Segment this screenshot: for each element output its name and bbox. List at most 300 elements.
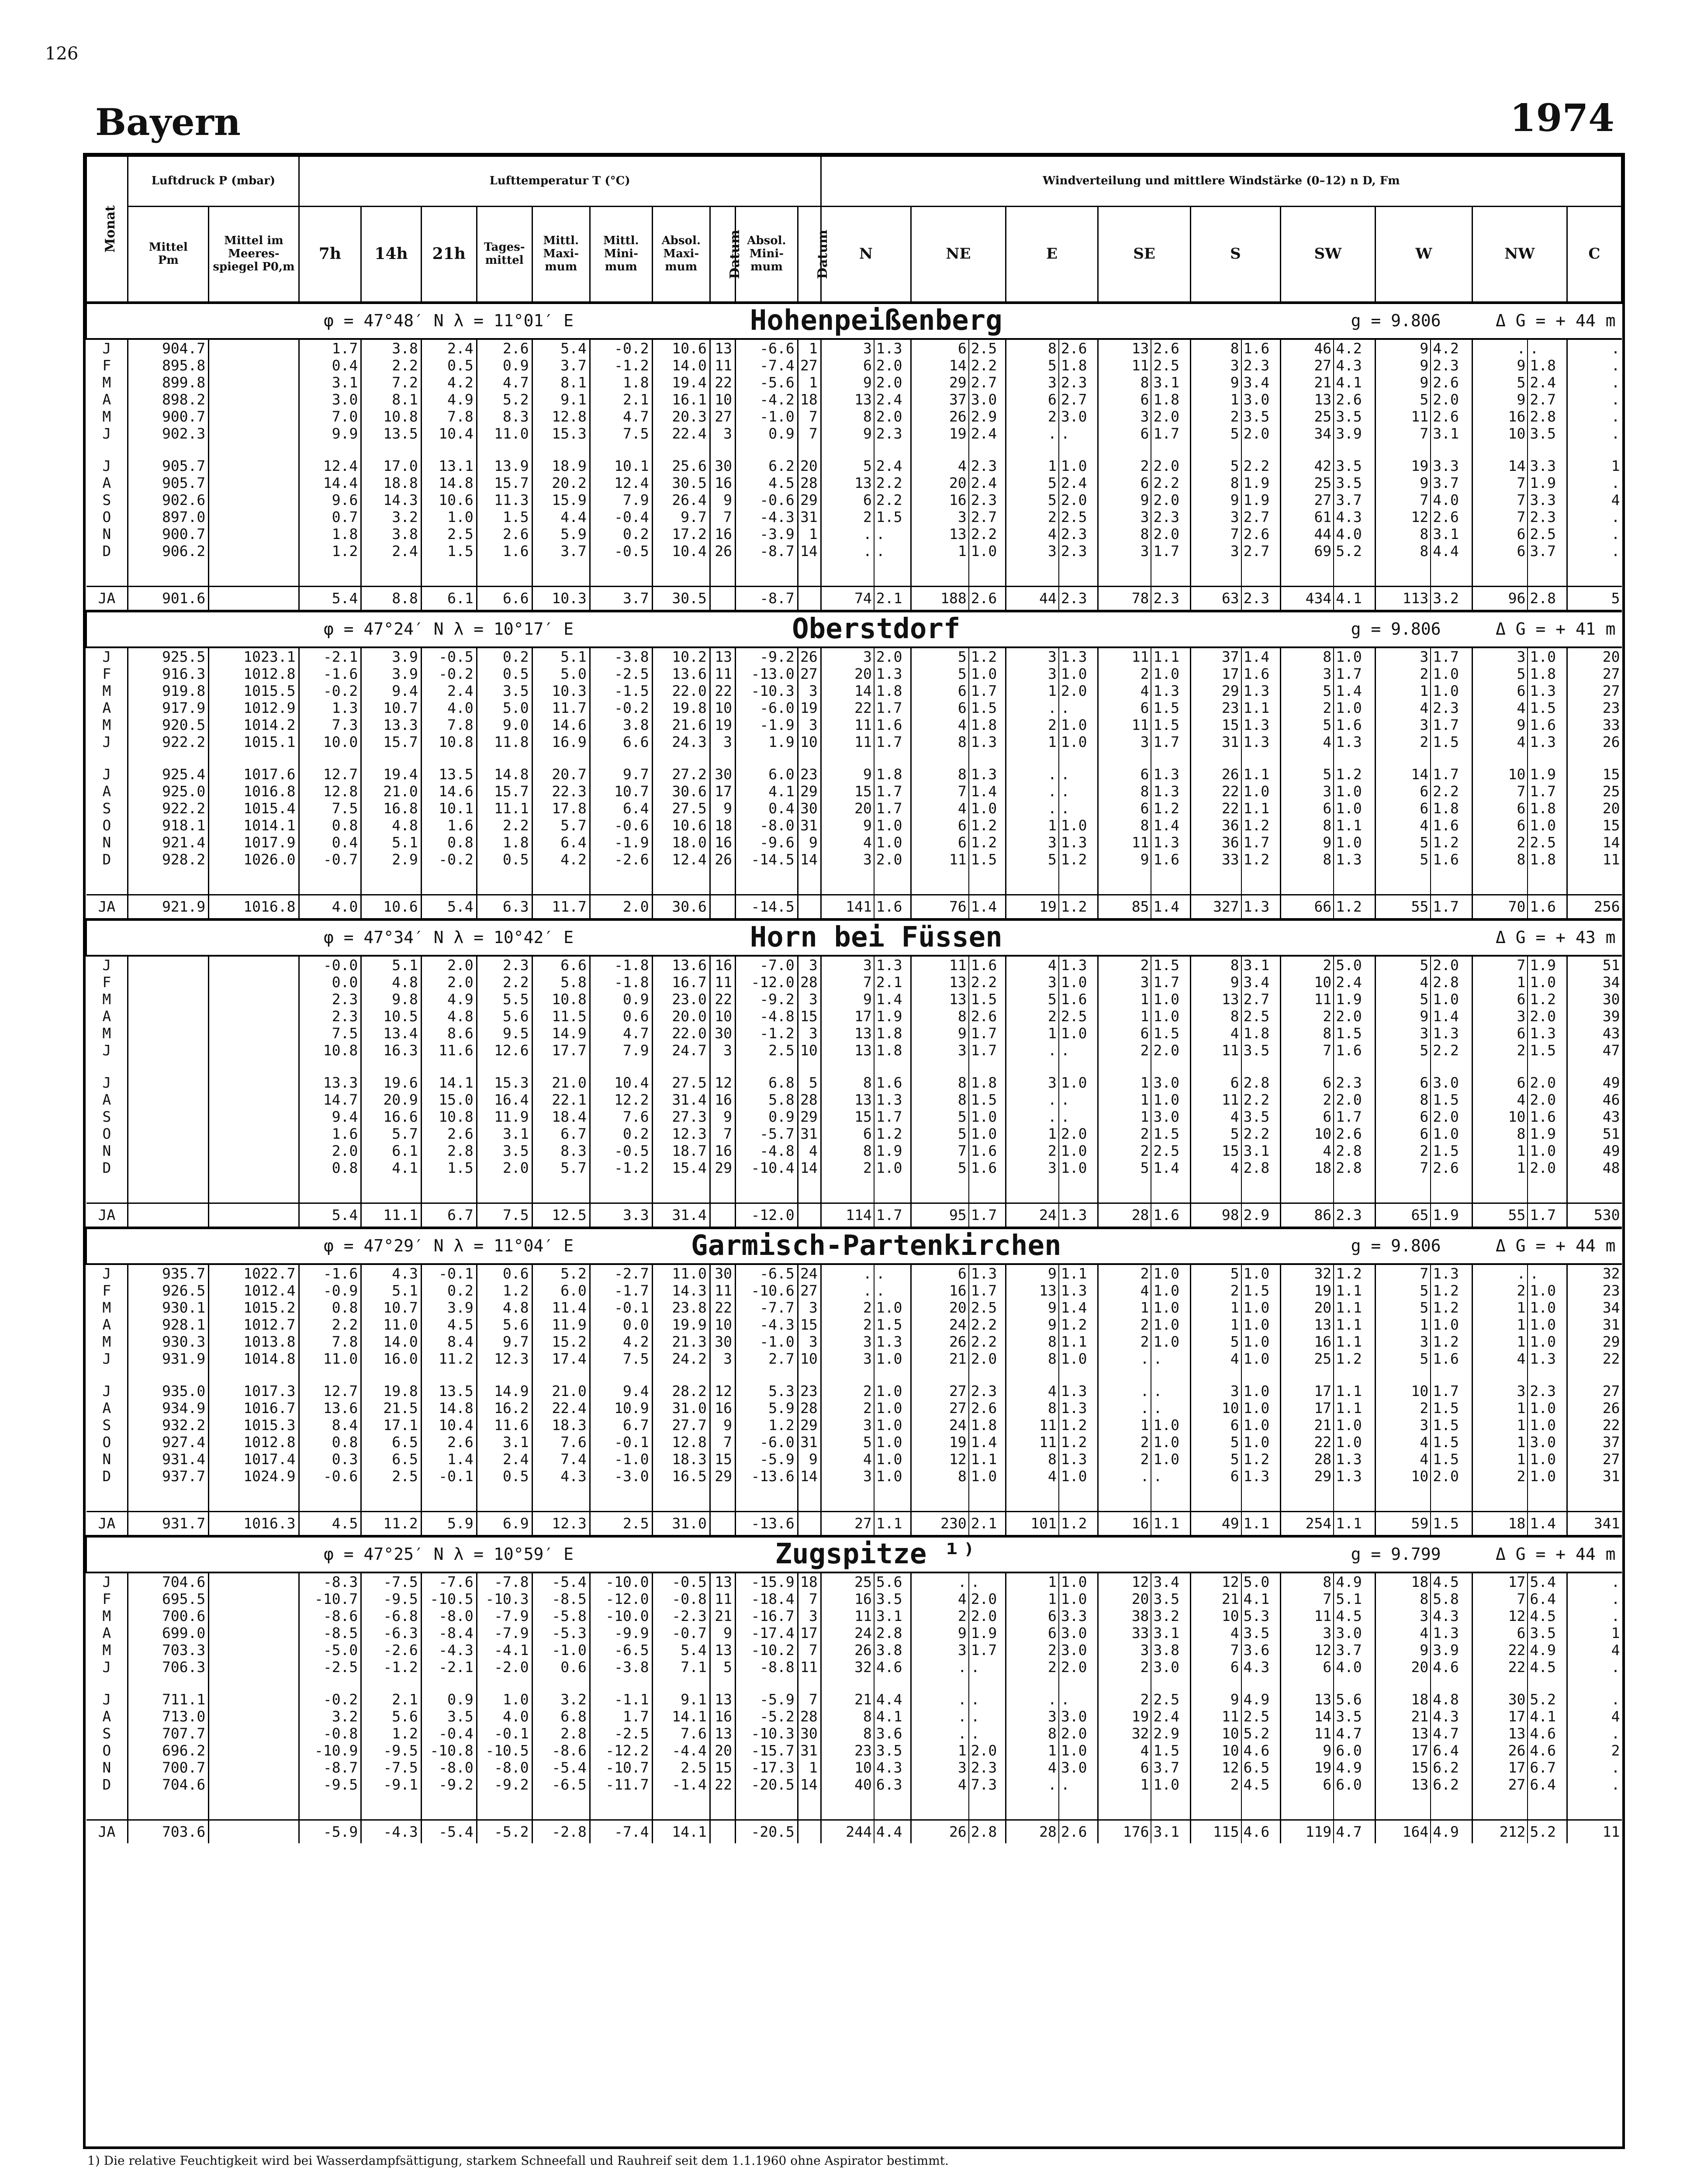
- table-cell: 31: [1567, 1316, 1621, 1333]
- table-cell: 61: [1281, 508, 1334, 525]
- table-cell: 22: [710, 374, 735, 391]
- table-cell: 4.7: [1431, 1725, 1472, 1742]
- table-cell: 16.3: [361, 1042, 422, 1059]
- table-cell: [209, 1776, 299, 1793]
- table-cell: .: [821, 543, 874, 560]
- table-cell: 341: [1567, 1511, 1621, 1536]
- table-cell: 2.2: [1431, 1042, 1472, 1059]
- month-row: [86, 766, 1622, 783]
- table-cell: 2.4: [361, 543, 422, 560]
- table-cell: 1.7: [874, 1108, 911, 1125]
- table-cell: 5.2: [1334, 543, 1375, 560]
- table-cell: 931.4: [128, 1451, 209, 1468]
- table-cell: 2.1: [874, 586, 911, 611]
- table-cell: -1.4: [652, 1776, 710, 1793]
- table-cell: 1.0: [1528, 1282, 1567, 1299]
- table-cell: .: [1567, 525, 1621, 543]
- table-cell: 22: [1472, 1641, 1528, 1659]
- table-cell: 0.2: [590, 525, 652, 543]
- table-cell: .: [1567, 1691, 1621, 1708]
- table-cell: 4.8: [1431, 1691, 1472, 1708]
- table-cell: 5.4: [299, 586, 361, 611]
- table-cell: 3: [911, 508, 968, 525]
- table-cell: 3.5: [874, 1742, 911, 1759]
- table-cell: 6: [1472, 817, 1528, 834]
- table-cell: 24: [1006, 1203, 1059, 1228]
- table-cell: -15.7: [736, 1742, 798, 1759]
- table-cell: 2.0: [299, 1142, 361, 1159]
- table-cell: 24: [911, 1316, 968, 1333]
- annual-row: [86, 895, 1622, 919]
- table-cell: 2.2: [1151, 474, 1190, 491]
- table-cell: 3.9: [1431, 1641, 1472, 1659]
- header-dir-n: N: [821, 207, 911, 303]
- table-cell: 3: [821, 851, 874, 868]
- table-cell: 256: [1567, 895, 1621, 919]
- table-cell: M: [102, 990, 111, 1008]
- table-cell: 6.4: [1528, 1590, 1567, 1607]
- table-cell: 6: [1472, 543, 1528, 560]
- table-cell: 15: [798, 1316, 821, 1333]
- table-cell: 4.4: [874, 1691, 911, 1708]
- table-cell: S: [102, 491, 111, 508]
- table-cell: 3.5: [1528, 425, 1567, 442]
- table-cell: 19.8: [652, 699, 710, 716]
- table-cell: 5.4: [299, 1203, 361, 1228]
- table-cell: 1022.7: [209, 1264, 299, 1282]
- table-cell: 26: [710, 851, 735, 868]
- table-cell: 16.0: [361, 1350, 422, 1367]
- table-cell: 32: [1098, 1725, 1151, 1742]
- table-cell: 13: [911, 974, 968, 991]
- month-row: [86, 1607, 1622, 1624]
- table-cell: 1.7: [969, 1641, 1006, 1659]
- table-cell: 1: [1472, 1451, 1528, 1468]
- table-cell: 4: [1567, 1641, 1621, 1659]
- month-row: [86, 1451, 1622, 1468]
- table-cell: 2: [1375, 733, 1431, 750]
- table-cell: 1: [1006, 1590, 1059, 1607]
- table-cell: -10.4: [736, 1159, 798, 1176]
- table-cell: 12: [911, 1451, 968, 1468]
- header-meeresspiegel: Mittel im Meeres-spiegel P0,m: [209, 207, 299, 303]
- table-cell: 34: [1567, 974, 1621, 991]
- table-cell: 23.0: [652, 991, 710, 1008]
- table-cell: A: [102, 1624, 111, 1641]
- table-cell: 2.8: [1528, 586, 1567, 611]
- table-cell: 10: [1375, 1382, 1431, 1400]
- table-cell: 6: [1098, 1759, 1151, 1776]
- table-cell: 27: [798, 1282, 821, 1299]
- table-cell: 7: [710, 508, 735, 525]
- table-cell: 2.0: [1241, 425, 1281, 442]
- table-cell: 1.0: [874, 1159, 911, 1176]
- table-cell: 28: [798, 474, 821, 491]
- table-cell: 2.0: [590, 895, 652, 919]
- table-cell: 14.1: [421, 1074, 477, 1091]
- table-cell: 33: [1190, 851, 1241, 868]
- table-cell: [209, 543, 299, 560]
- table-cell: 2.8: [1528, 408, 1567, 425]
- table-cell: 20: [821, 800, 874, 817]
- table-cell: -16.7: [736, 1607, 798, 1624]
- table-cell: 10.1: [590, 457, 652, 474]
- table-cell: 4.3: [1334, 357, 1375, 374]
- table-cell: .: [874, 543, 911, 560]
- table-cell: 7.9: [590, 1042, 652, 1059]
- table-cell: N: [102, 1142, 111, 1159]
- table-cell: 1.5: [969, 1091, 1006, 1108]
- table-cell: 7: [798, 1691, 821, 1708]
- table-cell: -6.5: [736, 1264, 798, 1282]
- table-cell: 11: [911, 851, 968, 868]
- table-cell: 2: [1375, 1400, 1431, 1417]
- table-cell: 1.0: [1151, 1434, 1190, 1451]
- month-row: [86, 408, 1622, 425]
- table-cell: 14.0: [361, 1333, 422, 1350]
- table-cell: -20.5: [736, 1776, 798, 1793]
- table-cell: 18: [1375, 1572, 1431, 1590]
- table-cell: 1.3: [1151, 783, 1190, 800]
- table-cell: 6: [911, 339, 968, 357]
- table-cell: A: [102, 1007, 111, 1025]
- table-cell: 15.7: [477, 783, 532, 800]
- table-cell: 1.0: [874, 1299, 911, 1316]
- table-cell: 2.5: [1059, 1008, 1098, 1025]
- table-cell: 1.0: [874, 834, 911, 851]
- table-cell: 1016.3: [209, 1511, 299, 1536]
- table-cell: 695.5: [128, 1590, 209, 1607]
- table-cell: 14.3: [361, 491, 422, 508]
- table-cell: 1.5: [421, 1159, 477, 1176]
- table-cell: 1.6: [1334, 1042, 1375, 1059]
- table-cell: 9: [1098, 851, 1151, 868]
- year-title: 1974: [1510, 96, 1614, 140]
- table-cell: 9: [798, 834, 821, 851]
- table-cell: 31.0: [652, 1400, 710, 1417]
- table-cell: M: [102, 1299, 111, 1316]
- table-cell: 6: [1472, 1025, 1528, 1042]
- table-cell: 16.1: [652, 391, 710, 408]
- table-cell: 1.0: [1151, 1451, 1190, 1468]
- table-cell: 2.0: [1431, 1468, 1472, 1485]
- table-cell: 23: [821, 1742, 874, 1759]
- table-cell: 15: [710, 1451, 735, 1468]
- table-cell: 1.7: [1334, 1108, 1375, 1125]
- table-cell: 10: [710, 699, 735, 716]
- table-cell: 12: [1190, 1572, 1241, 1590]
- table-cell: 34: [1567, 1299, 1621, 1316]
- table-cell: 9: [821, 817, 874, 834]
- table-cell: 1.1: [1334, 1299, 1375, 1316]
- table-cell: 6: [911, 834, 968, 851]
- header-21h: 21h: [421, 207, 477, 303]
- table-cell: 10.8: [532, 991, 590, 1008]
- table-cell: 86: [1281, 1203, 1334, 1228]
- station-name: Hohenpeißenberg: [750, 304, 1002, 337]
- table-cell: 2.0: [1528, 1159, 1567, 1176]
- table-cell: 19: [911, 425, 968, 442]
- table-cell: 1.1: [1334, 1511, 1375, 1536]
- table-cell: 0.9: [477, 357, 532, 374]
- table-cell: 1.2: [1059, 851, 1098, 868]
- header-absol-mini: Absol. Mini-mum: [736, 207, 798, 303]
- table-cell: 1.3: [1059, 647, 1098, 665]
- table-cell: 1.2: [874, 1125, 911, 1142]
- table-cell: 9.1: [532, 391, 590, 408]
- table-cell: 6: [1098, 425, 1151, 442]
- table-cell: 2: [1098, 1264, 1151, 1282]
- table-cell: 4.5: [1334, 1607, 1375, 1624]
- table-cell: 76: [911, 895, 968, 919]
- table-cell: 20: [798, 457, 821, 474]
- table-cell: 0.8: [299, 1434, 361, 1451]
- table-cell: 2.0: [1059, 491, 1098, 508]
- table-cell: 1012.8: [209, 665, 299, 682]
- table-cell: 22.0: [652, 1025, 710, 1042]
- table-cell: .: [969, 1572, 1006, 1590]
- table-cell: -2.0: [477, 1659, 532, 1676]
- table-cell: 1.0: [1528, 1468, 1567, 1485]
- table-cell: [209, 1759, 299, 1776]
- table-cell: [209, 408, 299, 425]
- table-cell: 2.3: [1431, 357, 1472, 374]
- table-cell: 24: [798, 1264, 821, 1282]
- table-cell: 925.0: [128, 783, 209, 800]
- table-cell: 1.4: [874, 991, 911, 1008]
- table-cell: 1.0: [1059, 716, 1098, 733]
- table-cell: 4: [1472, 1091, 1528, 1108]
- table-cell: 2.7: [1241, 991, 1281, 1008]
- table-cell: JA: [86, 1203, 128, 1228]
- table-cell: 11.7: [532, 895, 590, 919]
- table-cell: 6.7: [421, 1203, 477, 1228]
- table-cell: -6.0: [736, 699, 798, 716]
- table-cell: 2.4: [1334, 974, 1375, 991]
- table-cell: 3: [1375, 1417, 1431, 1434]
- month-row: [86, 1091, 1622, 1108]
- table-cell: 2.9: [1151, 1725, 1190, 1742]
- table-cell: 3: [911, 1759, 968, 1776]
- table-cell: 176: [1098, 1820, 1151, 1843]
- month-row: [86, 1333, 1622, 1350]
- table-cell: 10: [710, 391, 735, 408]
- table-cell: 2.6: [969, 1400, 1006, 1417]
- table-cell: 29: [1190, 682, 1241, 699]
- table-cell: 2: [1098, 1042, 1151, 1059]
- table-cell: 1: [1098, 1008, 1151, 1025]
- table-cell: 9.7: [477, 1333, 532, 1350]
- table-cell: 1.0: [1151, 1282, 1190, 1299]
- table-cell: 2.3: [1528, 1382, 1567, 1400]
- table-cell: 6: [911, 699, 968, 716]
- table-cell: 7.5: [299, 1025, 361, 1042]
- table-cell: 4.5: [1528, 1607, 1567, 1624]
- table-cell: 704.6: [128, 1572, 209, 1590]
- table-cell: 1.8: [1151, 391, 1190, 408]
- table-cell: 2.6: [477, 339, 532, 357]
- table-cell: 1.0: [1431, 991, 1472, 1008]
- table-cell: 3.5: [1241, 1108, 1281, 1125]
- table-cell: 2.5: [1151, 357, 1190, 374]
- table-cell: 1.2: [1431, 1333, 1472, 1350]
- table-cell: 0.5: [421, 357, 477, 374]
- table-cell: .: [1006, 766, 1059, 783]
- table-cell: 1.4: [1334, 682, 1375, 699]
- table-cell: 4.9: [1334, 1572, 1375, 1590]
- table-cell: J: [102, 1041, 111, 1059]
- table-cell: 2.6: [1151, 339, 1190, 357]
- table-cell: 15.4: [652, 1159, 710, 1176]
- month-row: [86, 956, 1622, 974]
- table-cell: .: [1151, 1350, 1190, 1367]
- table-cell: -10.7: [590, 1759, 652, 1776]
- table-cell: 922.2: [128, 800, 209, 817]
- table-cell: .: [1059, 1042, 1098, 1059]
- table-cell: 2.3: [1241, 586, 1281, 611]
- table-cell: -10.3: [477, 1590, 532, 1607]
- table-cell: 2: [821, 508, 874, 525]
- table-cell: 2.0: [874, 374, 911, 391]
- table-cell: 12.4: [652, 851, 710, 868]
- table-cell: 13: [1281, 1316, 1334, 1333]
- table-cell: 1.0: [1059, 665, 1098, 682]
- table-cell: 17: [798, 1624, 821, 1641]
- table-cell: 113: [1375, 586, 1431, 611]
- table-cell: 30.6: [652, 895, 710, 919]
- climate-table: [86, 156, 1622, 1843]
- table-cell: [798, 586, 821, 611]
- table-cell: 0.4: [299, 357, 361, 374]
- table-cell: 1.2: [1059, 895, 1098, 919]
- table-cell: 1.2: [1334, 1350, 1375, 1367]
- table-cell: 3.7: [532, 543, 590, 560]
- table-cell: 1015.3: [209, 1417, 299, 1434]
- table-cell: 9: [710, 1417, 735, 1434]
- table-cell: 8: [1190, 474, 1241, 491]
- table-cell: -1.5: [590, 682, 652, 699]
- table-cell: 1.0: [1528, 1333, 1567, 1350]
- table-cell: 2: [1375, 1142, 1431, 1159]
- table-cell: 5.1: [1334, 1590, 1375, 1607]
- table-cell: .: [1567, 339, 1621, 357]
- table-cell: [209, 1641, 299, 1659]
- table-cell: 33: [1098, 1624, 1151, 1641]
- table-cell: 9: [1375, 357, 1431, 374]
- table-cell: 1.0: [1059, 817, 1098, 834]
- table-cell: .: [1567, 1659, 1621, 1676]
- table-cell: 1.3: [1241, 716, 1281, 733]
- table-cell: 15: [821, 783, 874, 800]
- table-cell: .: [1059, 1691, 1098, 1708]
- table-cell: 8: [821, 1708, 874, 1725]
- table-cell: 3.7: [1431, 474, 1472, 491]
- table-cell: JA: [86, 1820, 128, 1843]
- table-cell: 5.2: [1528, 1691, 1567, 1708]
- table-cell: 8: [1098, 817, 1151, 834]
- table-cell: 1: [798, 374, 821, 391]
- table-cell: -4.3: [736, 1316, 798, 1333]
- table-cell: 44: [1281, 525, 1334, 543]
- table-cell: 7: [798, 1590, 821, 1607]
- table-cell: 1024.9: [209, 1468, 299, 1485]
- table-cell: 31: [798, 1434, 821, 1451]
- table-cell: 29: [798, 491, 821, 508]
- table-cell: 21: [821, 1691, 874, 1708]
- table-cell: 15.3: [477, 1074, 532, 1091]
- table-cell: -6.5: [590, 1641, 652, 1659]
- table-cell: 4.1: [361, 1159, 422, 1176]
- table-cell: 2.4: [421, 682, 477, 699]
- table-cell: 10.4: [590, 1074, 652, 1091]
- table-cell: 1012.7: [209, 1316, 299, 1333]
- table-cell: -10.3: [736, 1725, 798, 1742]
- table-cell: J: [102, 1350, 111, 1367]
- table-cell: 2.6: [1334, 391, 1375, 408]
- table-cell: 22: [821, 699, 874, 716]
- table-cell: 11: [1006, 1417, 1059, 1434]
- table-cell: 1.2: [1241, 817, 1281, 834]
- table-cell: 700.6: [128, 1607, 209, 1624]
- table-cell: 49: [1190, 1511, 1241, 1536]
- table-cell: 13: [821, 1025, 874, 1042]
- table-cell: .: [1006, 699, 1059, 716]
- month-row: [86, 1624, 1622, 1641]
- table-cell: 1.2: [1059, 1417, 1098, 1434]
- table-cell: 20.9: [361, 1091, 422, 1108]
- table-cell: 1017.9: [209, 834, 299, 851]
- table-cell: 5: [1375, 391, 1431, 408]
- table-cell: 1.0: [1059, 1159, 1098, 1176]
- table-cell: 13.6: [299, 1400, 361, 1417]
- table-cell: 6.3: [874, 1776, 911, 1793]
- table-cell: 1.8: [969, 1417, 1006, 1434]
- table-cell: 906.2: [128, 543, 209, 560]
- table-cell: 3.5: [1241, 408, 1281, 425]
- table-cell: -7.9: [477, 1624, 532, 1641]
- table-cell: 1.0: [1059, 974, 1098, 991]
- table-cell: 1.6: [1431, 817, 1472, 834]
- table-cell: 42: [1281, 457, 1334, 474]
- table-cell: 2.4: [969, 474, 1006, 491]
- table-cell: 3.3: [1528, 457, 1567, 474]
- table-cell: 9: [821, 991, 874, 1008]
- table-cell: 20: [1567, 800, 1621, 817]
- table-cell: 703.6: [128, 1820, 209, 1843]
- table-cell: 15.9: [532, 491, 590, 508]
- table-cell: -2.5: [590, 665, 652, 682]
- table-cell: .: [1098, 1468, 1151, 1485]
- table-cell: 8.4: [299, 1417, 361, 1434]
- table-cell: -10.7: [299, 1590, 361, 1607]
- table-cell: 1.6: [477, 543, 532, 560]
- table-cell: 2: [821, 1159, 874, 1176]
- station-coords: φ = 47°24′ N λ = 10°17′ E: [324, 619, 574, 639]
- table-cell: [710, 1511, 735, 1536]
- table-cell: 2.8: [874, 1624, 911, 1641]
- table-cell: 928.1: [128, 1316, 209, 1333]
- table-cell: 0.9: [590, 991, 652, 1008]
- table-cell: 1.0: [1241, 1434, 1281, 1451]
- table-cell: O: [102, 1125, 111, 1142]
- table-cell: 1: [1472, 1434, 1528, 1451]
- table-cell: [710, 1820, 735, 1843]
- table-cell: 6: [1472, 1624, 1528, 1641]
- table-cell: 11: [1281, 991, 1334, 1008]
- table-cell: 10: [798, 1350, 821, 1367]
- table-cell: 5: [1375, 834, 1431, 851]
- table-cell: 10: [1472, 425, 1528, 442]
